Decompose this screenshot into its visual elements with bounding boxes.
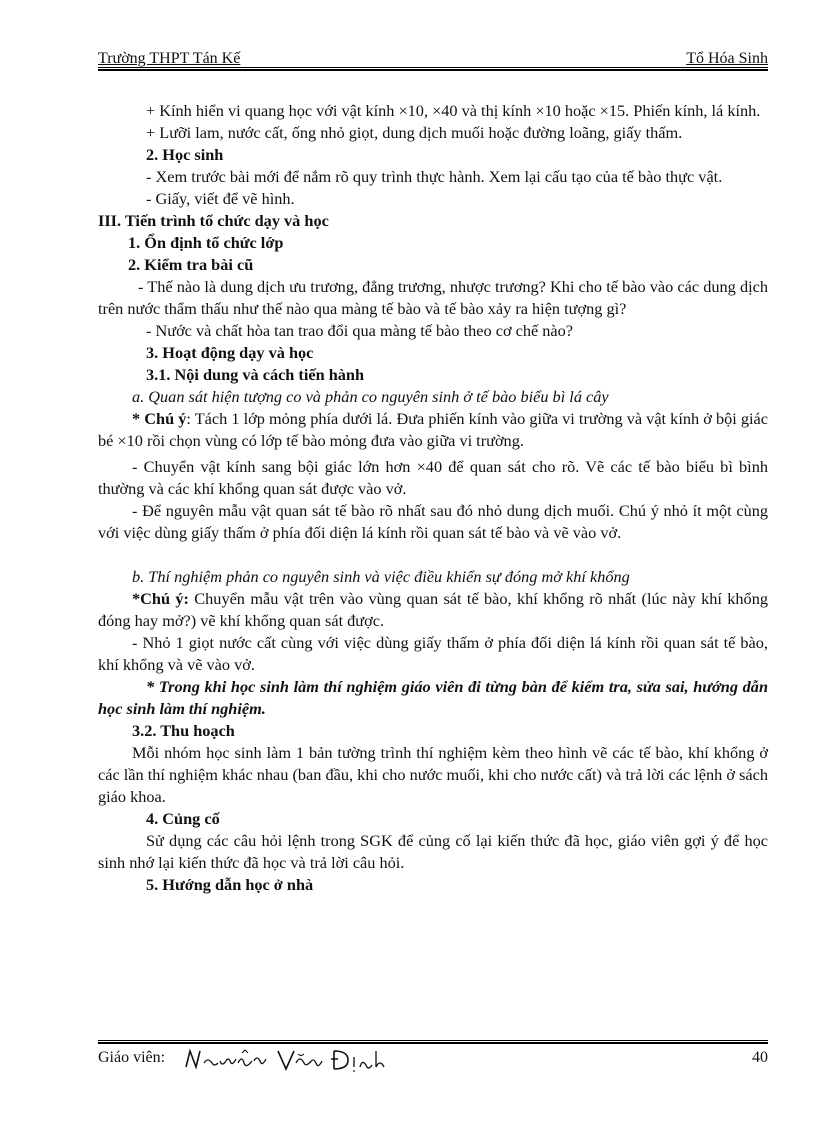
paragraph-note-2 (98, 588, 768, 632)
paragraph-microscope: + Kính hiển vi quang học với vật kính ×10, ×40 và thị kính ×10 hoặc ×15. Phiến kính, lá kính. (146, 101, 761, 120)
note-label: *Chú ý: (132, 589, 189, 608)
note-label: * Chú ý (132, 409, 187, 428)
paragraph-review-question-2: - Nước và chất hòa tan trao đổi qua màng tế bào theo cơ chế nào? (146, 321, 574, 340)
paragraph-preview: - Xem trước bài mới để nắm rõ quy trình thực hành. Xem lại cấu tạo của tế bào thực vật. (146, 167, 723, 186)
footer-divider (98, 1040, 768, 1044)
paragraph-salt-solution: - Để nguyên mẫu vật quan sát tế bào rõ nhất sau đó nhỏ dung dịch muối. Chú ý nhỏ ít một cùng với việc dùng giấy thấm ở phía đối diện lá kính rồi quan sát tế bào và vẽ vào vở. (98, 501, 768, 542)
subheading-part-a: a. Quan sát hiện tượng co và phản co nguyên sinh ở tế bào biểu bì lá cây (132, 387, 609, 406)
page-footer (98, 1045, 768, 1073)
paragraph-switch-objective: - Chuyển vật kính sang bội giác lớn hơn ×40 để quan sát cho rõ. Vẽ các tế bào biểu bì bình thường và các khí khổng quan sát được vào vở. (98, 457, 768, 498)
paragraph-teacher-guidance: * Trong khi học sinh làm thí nghiệm giáo viên đi từng bàn để kiểm tra, sửa sai, hướng dẫn học sinh làm thí nghiệm. (98, 677, 768, 718)
subheading-part-b: b. Thí nghiệm phản co nguyên sinh và việc điều khiển sự đóng mở khí khổng (132, 567, 630, 586)
paragraph-review-question-1: - Thế nào là dung dịch ưu trương, đẳng trương, nhược trương? Khi cho tế bào vào các dung dịch trên nước thẩm thấu như thế nào qua màng tế bào và tế bào xảy ra hiện tượng gì? (98, 277, 768, 318)
paragraph-distilled-water: - Nhỏ 1 giọt nước cất cùng với việc dùng giấy thấm ở phía đối diện lá kính rồi quan sát tế bào, khí khổng và vẽ vào vở. (98, 633, 768, 674)
teacher-signature (182, 1045, 422, 1080)
heading-consolidation: 4. Củng cố (146, 809, 220, 828)
note-text: Chuyển mẫu vật trên vào vùng quan sát tế bào, khí khổng rõ nhất (lúc này khí khổng đóng hay mở?) vẽ khí khổng quan sát được. (98, 589, 768, 630)
note-text: : Tách 1 lớp mỏng phía dưới lá. Đưa phiến kính vào giữa vi trường và vật kính ở bội giác bé ×10 rồi chọn vùng có lớp tế bào mỏng đưa vào giữa vi trường. (98, 409, 768, 450)
paragraph-report: Mỗi nhóm học sinh làm 1 bản tường trình thí nghiệm kèm theo hình vẽ các tế bào, khí khổng ở các lần thí nghiệm khác nhau (ban đầu, khi cho nước muối, khi cho nước cất) và trả lời các lệnh ở sách giáo khoa. (98, 743, 768, 806)
signature-svg (182, 1045, 422, 1075)
paragraph-note-1 (98, 408, 768, 452)
heading-homework: 5. Hướng dẫn học ở nhà (146, 875, 314, 894)
paragraph-supplies: - Giấy, viết để vẽ hình. (146, 189, 295, 208)
department-name: Tổ Hóa Sinh (686, 50, 768, 67)
heading-students: 2. Học sinh (146, 145, 224, 164)
heading-section-III: III. Tiến trình tổ chức dạy và học (98, 211, 329, 230)
heading-activities: 3. Hoạt động dạy và học (146, 343, 314, 362)
heading-content-method: 3.1. Nội dung và cách tiến hành (146, 365, 365, 384)
paragraph-materials: + Lưỡi lam, nước cất, ống nhỏ giọt, dung dịch muối hoặc đường loãng, giấy thấm. (146, 123, 683, 142)
school-name: Trường THPT Tán Kế (98, 50, 241, 67)
paragraph-consolidation: Sử dụng các câu hỏi lệnh trong SGK để củng cố lại kiến thức đã học, giáo viên gợi ý để học sinh nhớ lại kiến thức đã học và trả lời câu hỏi. (98, 831, 768, 872)
heading-results: 3.2. Thu hoạch (132, 721, 235, 740)
document-body (98, 100, 768, 896)
header-divider (98, 67, 768, 71)
heading-class-organization: 1. Ổn định tổ chức lớp (128, 233, 284, 252)
page-number: 40 (752, 1049, 768, 1066)
teacher-label: Giáo viên: (98, 1049, 166, 1066)
heading-review: 2. Kiểm tra bài cũ (128, 255, 254, 274)
